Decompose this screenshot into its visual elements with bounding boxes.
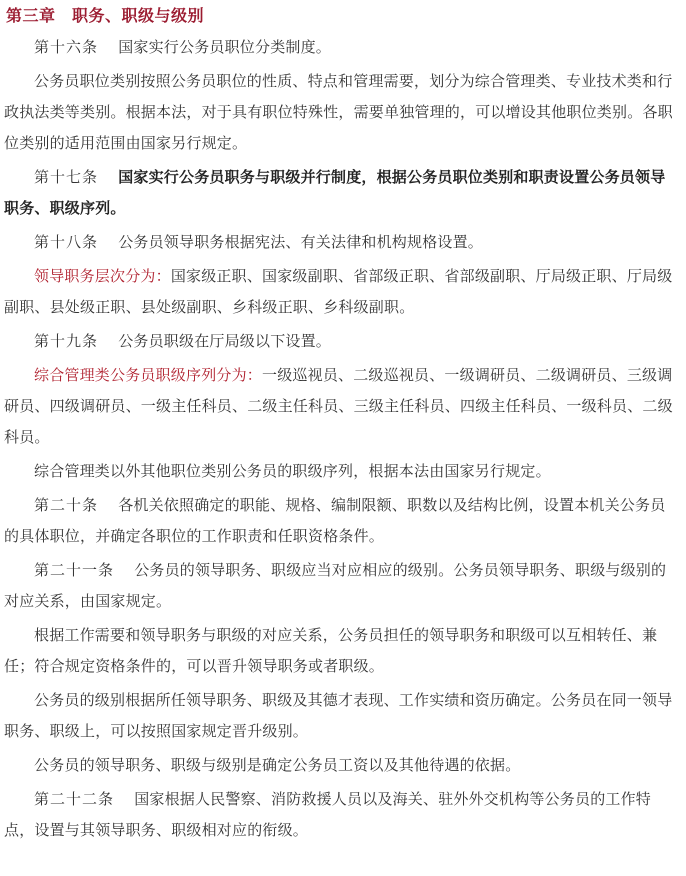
article-16-text: 国家实行公务员职位分类制度。 <box>118 38 331 56</box>
article-21-label: 第二十一条 <box>34 561 115 579</box>
rank-sequence-label: 综合管理类公务员职级序列分为： <box>34 366 263 384</box>
article-19-text: 公务员职级在厅局级以下设置。 <box>118 332 331 350</box>
article-19-para-2 <box>4 360 680 453</box>
article-20 <box>4 490 680 552</box>
rank-sequence-text: 一级巡视员、二级巡视员、一级调研员、二级调研员、三级调研员、四级调研员、一级主任科员、二级主任科员、三级主任科员、四级主任科员、一级科员、二级科员。 <box>4 366 673 446</box>
article-20-text: 各机关依照确定的职能、规格、编制限额、职数以及结构比例，设置本机关公务员的具体职位，并确定各职位的工作职责和任职资格条件。 <box>4 496 666 545</box>
article-19 <box>4 326 680 357</box>
leadership-levels-label: 领导职务层次分为： <box>34 267 171 285</box>
article-22-label: 第二十二条 <box>34 790 115 808</box>
document-page <box>0 4 686 876</box>
article-22-text: 国家根据人民警察、消防救援人员以及海关、驻外外交机构等公务员的工作特点，设置与其领导职务、职级相对应的衔级。 <box>4 790 651 839</box>
article-16-para-2: 公务员职位类别按照公务员职位的性质、特点和管理需要，划分为综合管理类、专业技术类和行政执法类等类别。根据本法，对于具有职位特殊性，需要单独管理的，可以增设其他职位类别。各职位类别的适用范围由国家另行规定。 <box>4 72 673 152</box>
chapter-title: 第三章 职务、职级与级别 <box>6 6 205 25</box>
article-16 <box>4 32 680 63</box>
article-18-text: 公务员领导职务根据宪法、有关法律和机构规格设置。 <box>118 233 483 251</box>
article-21-para-3: 公务员的级别根据所任领导职务、职级及其德才表现、工作实绩和资历确定。公务员在同一领导职务、职级上，可以按照国家规定晋升级别。 <box>4 691 673 740</box>
article-18-para-2 <box>4 261 680 323</box>
leadership-levels-text: 国家级正职、国家级副职、省部级正职、省部级副职、厅局级正职、厅局级副职、县处级正职、县处级副职、乡科级正职、乡科级副职。 <box>4 267 673 316</box>
article-18 <box>4 227 680 258</box>
article-16-label: 第十六条 <box>34 38 99 56</box>
article-21-para-2: 根据工作需要和领导职务与职级的对应关系，公务员担任的领导职务和职级可以互相转任、兼任；符合规定资格条件的，可以晋升领导职务或者职级。 <box>4 626 658 675</box>
article-18-label: 第十八条 <box>34 233 99 251</box>
article-19-label: 第十九条 <box>34 332 99 350</box>
article-20-label: 第二十条 <box>34 496 99 514</box>
article-22 <box>4 784 680 846</box>
article-21 <box>4 555 680 617</box>
article-19-para-3: 综合管理类以外其他职位类别公务员的职级序列，根据本法由国家另行规定。 <box>34 462 551 480</box>
article-17-label: 第十七条 <box>34 168 99 186</box>
article-17 <box>4 162 680 224</box>
article-21-text: 公务员的领导职务、职级应当对应相应的级别。公务员领导职务、职级与级别的对应关系，由国家规定。 <box>4 561 667 610</box>
article-21-para-4: 公务员的领导职务、职级与级别是确定公务员工资以及其他待遇的依据。 <box>34 756 521 774</box>
article-17-text: 国家实行公务员职务与职级并行制度，根据公务员职位类别和职责设置公务员领导职务、职级序列。 <box>4 168 666 217</box>
